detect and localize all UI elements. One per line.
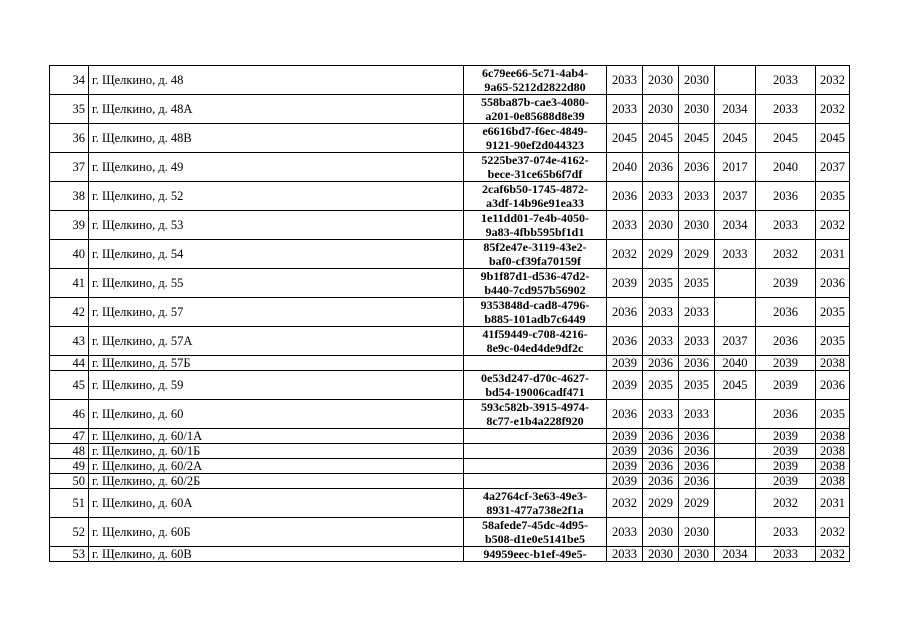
year-cell: 2030 bbox=[643, 518, 679, 547]
year-cell: 2036 bbox=[679, 153, 715, 182]
year-cell: 2038 bbox=[816, 459, 850, 474]
table-row bbox=[50, 444, 850, 459]
year-cell bbox=[715, 459, 756, 474]
year-cell: 2039 bbox=[756, 371, 816, 400]
row-number-cell: 41 bbox=[50, 269, 89, 298]
year-cell bbox=[715, 518, 756, 547]
year-cell: 2035 bbox=[816, 298, 850, 327]
year-cell bbox=[715, 444, 756, 459]
table-row bbox=[50, 429, 850, 444]
year-cell: 2036 bbox=[643, 444, 679, 459]
year-cell: 2037 bbox=[816, 153, 850, 182]
year-cell: 2045 bbox=[679, 124, 715, 153]
guid-line: 593c582b-3915-4974- bbox=[481, 400, 589, 414]
year-cell: 2036 bbox=[679, 356, 715, 371]
year-cell: 2033 bbox=[643, 327, 679, 356]
year-cell: 2033 bbox=[756, 66, 816, 95]
address-cell: г. Щелкино, д. 57Б bbox=[89, 356, 464, 371]
guid-line: b508-d1e0e5141be5 bbox=[485, 532, 585, 546]
year-cell: 2038 bbox=[816, 429, 850, 444]
year-cell: 2036 bbox=[643, 153, 679, 182]
year-cell: 2045 bbox=[756, 124, 816, 153]
year-cell: 2035 bbox=[679, 371, 715, 400]
address-cell: г. Щелкино, д. 60В bbox=[89, 547, 464, 562]
guid-line: a201-0e85688d8e39 bbox=[485, 109, 585, 123]
year-cell: 2035 bbox=[816, 400, 850, 429]
guid-cell bbox=[464, 182, 607, 211]
table-row bbox=[50, 474, 850, 489]
year-cell: 2033 bbox=[679, 298, 715, 327]
guid-cell bbox=[464, 356, 607, 371]
year-cell: 2030 bbox=[679, 547, 715, 562]
year-cell: 2039 bbox=[756, 444, 816, 459]
year-cell: 2036 bbox=[607, 298, 643, 327]
address-cell: г. Щелкино, д. 49 bbox=[89, 153, 464, 182]
address-cell: г. Щелкино, д. 48В bbox=[89, 124, 464, 153]
table-row bbox=[50, 95, 850, 124]
table-row bbox=[50, 66, 850, 95]
year-cell: 2033 bbox=[679, 182, 715, 211]
table-row bbox=[50, 298, 850, 327]
address-cell: г. Щелкино, д. 60 bbox=[89, 400, 464, 429]
year-cell: 2045 bbox=[607, 124, 643, 153]
guid-line: 9121-90ef2d044323 bbox=[486, 138, 584, 152]
year-cell: 2031 bbox=[816, 489, 850, 518]
year-cell: 2036 bbox=[607, 400, 643, 429]
year-cell: 2034 bbox=[715, 547, 756, 562]
address-cell: г. Щелкино, д. 48 bbox=[89, 66, 464, 95]
year-cell: 2029 bbox=[643, 489, 679, 518]
address-cell: г. Щелкино, д. 53 bbox=[89, 211, 464, 240]
year-cell: 2033 bbox=[679, 327, 715, 356]
year-cell: 2030 bbox=[643, 95, 679, 124]
guid-cell bbox=[464, 269, 607, 298]
guid-line: 85f2e47e-3119-43e2- bbox=[483, 240, 587, 254]
guid-line: 5225be37-074e-4162- bbox=[481, 153, 589, 167]
guid-cell bbox=[464, 474, 607, 489]
year-cell: 2029 bbox=[679, 489, 715, 518]
year-cell: 2036 bbox=[756, 400, 816, 429]
year-cell: 2036 bbox=[756, 327, 816, 356]
guid-cell bbox=[464, 429, 607, 444]
guid-cell bbox=[464, 371, 607, 400]
year-cell bbox=[715, 66, 756, 95]
row-number-cell: 53 bbox=[50, 547, 89, 562]
year-cell: 2017 bbox=[715, 153, 756, 182]
year-cell: 2040 bbox=[715, 356, 756, 371]
year-cell: 2033 bbox=[679, 400, 715, 429]
year-cell: 2039 bbox=[607, 371, 643, 400]
year-cell: 2039 bbox=[607, 474, 643, 489]
year-cell: 2031 bbox=[816, 240, 850, 269]
year-cell: 2039 bbox=[607, 429, 643, 444]
guid-cell bbox=[464, 153, 607, 182]
year-cell: 2032 bbox=[607, 240, 643, 269]
year-cell: 2036 bbox=[816, 371, 850, 400]
address-cell: г. Щелкино, д. 57 bbox=[89, 298, 464, 327]
guid-line: 558ba87b-cae3-4080- bbox=[481, 95, 589, 109]
year-cell: 2029 bbox=[643, 240, 679, 269]
guid-cell bbox=[464, 444, 607, 459]
guid-line: b440-7cd957b56902 bbox=[484, 283, 586, 297]
address-cell: г. Щелкино, д. 60/1А bbox=[89, 429, 464, 444]
row-number-cell: 44 bbox=[50, 356, 89, 371]
year-cell bbox=[715, 474, 756, 489]
row-number-cell: 47 bbox=[50, 429, 89, 444]
year-cell: 2036 bbox=[679, 474, 715, 489]
year-cell: 2036 bbox=[756, 182, 816, 211]
guid-cell bbox=[464, 124, 607, 153]
address-cell: г. Щелкино, д. 60/1Б bbox=[89, 444, 464, 459]
year-cell: 2039 bbox=[607, 356, 643, 371]
year-cell: 2036 bbox=[756, 298, 816, 327]
table-row bbox=[50, 489, 850, 518]
guid-cell bbox=[464, 240, 607, 269]
row-number-cell: 37 bbox=[50, 153, 89, 182]
address-cell: г. Щелкино, д. 48А bbox=[89, 95, 464, 124]
guid-line: 58afede7-45dc-4d95- bbox=[482, 518, 588, 532]
year-cell: 2039 bbox=[756, 356, 816, 371]
year-cell: 2036 bbox=[679, 429, 715, 444]
guid-line: e6616bd7-f6ec-4849- bbox=[482, 124, 588, 138]
year-cell: 2035 bbox=[816, 182, 850, 211]
year-cell bbox=[715, 429, 756, 444]
year-cell: 2033 bbox=[607, 66, 643, 95]
guid-cell bbox=[464, 400, 607, 429]
table-row bbox=[50, 153, 850, 182]
year-cell: 2033 bbox=[607, 95, 643, 124]
year-cell: 2033 bbox=[756, 95, 816, 124]
year-cell: 2036 bbox=[607, 182, 643, 211]
year-cell: 2036 bbox=[643, 474, 679, 489]
table-body bbox=[50, 66, 850, 562]
year-cell: 2039 bbox=[607, 459, 643, 474]
year-cell: 2035 bbox=[816, 327, 850, 356]
year-cell: 2030 bbox=[643, 66, 679, 95]
year-cell: 2036 bbox=[679, 459, 715, 474]
guid-line: 9a65-5212d2822d80 bbox=[484, 80, 586, 94]
year-cell: 2045 bbox=[816, 124, 850, 153]
guid-line: baf0-cf39fa70159f bbox=[489, 254, 581, 268]
guid-line: 94959eec-b1ef-49e5- bbox=[483, 547, 587, 561]
year-cell: 2036 bbox=[643, 356, 679, 371]
guid-line: 2caf6b50-1745-4872- bbox=[482, 182, 588, 196]
row-number-cell: 43 bbox=[50, 327, 89, 356]
year-cell: 2032 bbox=[607, 489, 643, 518]
row-number-cell: 48 bbox=[50, 444, 89, 459]
table-row bbox=[50, 211, 850, 240]
row-number-cell: 35 bbox=[50, 95, 89, 124]
address-cell: г. Щелкино, д. 57А bbox=[89, 327, 464, 356]
row-number-cell: 38 bbox=[50, 182, 89, 211]
guid-cell bbox=[464, 518, 607, 547]
year-cell: 2033 bbox=[643, 298, 679, 327]
row-number-cell: 39 bbox=[50, 211, 89, 240]
year-cell: 2038 bbox=[816, 444, 850, 459]
year-cell: 2039 bbox=[607, 269, 643, 298]
address-cell: г. Щелкино, д. 59 bbox=[89, 371, 464, 400]
guid-cell bbox=[464, 66, 607, 95]
year-cell: 2034 bbox=[715, 211, 756, 240]
guid-line: a3df-14b96e91ea33 bbox=[486, 196, 584, 210]
year-cell: 2030 bbox=[679, 95, 715, 124]
year-cell: 2033 bbox=[643, 182, 679, 211]
year-cell: 2039 bbox=[607, 444, 643, 459]
year-cell: 2033 bbox=[607, 547, 643, 562]
guid-line: 4a2764cf-3e63-49e3- bbox=[483, 489, 587, 503]
year-cell: 2039 bbox=[756, 269, 816, 298]
year-cell: 2030 bbox=[679, 66, 715, 95]
year-cell: 2037 bbox=[715, 327, 756, 356]
year-cell bbox=[715, 298, 756, 327]
table-row bbox=[50, 240, 850, 269]
guid-line: 41f59449-c708-4216- bbox=[482, 327, 588, 341]
year-cell: 2033 bbox=[607, 518, 643, 547]
year-cell: 2032 bbox=[756, 240, 816, 269]
table-row bbox=[50, 356, 850, 371]
table-row bbox=[50, 518, 850, 547]
guid-cell bbox=[464, 211, 607, 240]
year-cell: 2038 bbox=[816, 356, 850, 371]
table-row bbox=[50, 182, 850, 211]
year-cell bbox=[715, 489, 756, 518]
year-cell: 2039 bbox=[756, 474, 816, 489]
year-cell: 2033 bbox=[756, 518, 816, 547]
guid-cell bbox=[464, 489, 607, 518]
year-cell: 2045 bbox=[715, 124, 756, 153]
row-number-cell: 34 bbox=[50, 66, 89, 95]
year-cell bbox=[715, 269, 756, 298]
year-cell bbox=[715, 400, 756, 429]
row-number-cell: 36 bbox=[50, 124, 89, 153]
row-number-cell: 46 bbox=[50, 400, 89, 429]
row-number-cell: 49 bbox=[50, 459, 89, 474]
guid-cell bbox=[464, 298, 607, 327]
guid-line: bece-31ce65b6f7df bbox=[487, 167, 583, 181]
table-row bbox=[50, 547, 850, 562]
row-number-cell: 42 bbox=[50, 298, 89, 327]
table-row bbox=[50, 327, 850, 356]
address-cell: г. Щелкино, д. 60/2А bbox=[89, 459, 464, 474]
year-cell: 2036 bbox=[643, 459, 679, 474]
year-cell: 2030 bbox=[679, 518, 715, 547]
guid-line: 9a83-4fbb595bf1d1 bbox=[485, 225, 585, 239]
guid-line: 1e11dd01-7e4b-4050- bbox=[481, 211, 589, 225]
year-cell: 2039 bbox=[756, 459, 816, 474]
table-row bbox=[50, 400, 850, 429]
row-number-cell: 51 bbox=[50, 489, 89, 518]
row-number-cell: 50 bbox=[50, 474, 89, 489]
guid-line: 9353848d-cad8-4796- bbox=[480, 298, 590, 312]
guid-line: 0e53d247-d70c-4627- bbox=[481, 371, 589, 385]
year-cell: 2039 bbox=[756, 429, 816, 444]
guid-cell bbox=[464, 547, 607, 562]
year-cell: 2034 bbox=[715, 95, 756, 124]
year-cell: 2032 bbox=[816, 211, 850, 240]
year-cell: 2035 bbox=[679, 269, 715, 298]
table-row bbox=[50, 459, 850, 474]
year-cell: 2035 bbox=[643, 269, 679, 298]
year-cell: 2036 bbox=[816, 269, 850, 298]
year-cell: 2040 bbox=[607, 153, 643, 182]
year-cell: 2030 bbox=[643, 211, 679, 240]
year-cell: 2032 bbox=[816, 66, 850, 95]
guid-line: 8c77-e1b4a228f920 bbox=[486, 414, 584, 428]
year-cell: 2037 bbox=[715, 182, 756, 211]
table-row bbox=[50, 269, 850, 298]
table-row bbox=[50, 124, 850, 153]
year-cell: 2032 bbox=[816, 547, 850, 562]
year-cell: 2040 bbox=[756, 153, 816, 182]
year-cell: 2033 bbox=[756, 211, 816, 240]
year-cell: 2032 bbox=[816, 518, 850, 547]
year-cell: 2032 bbox=[756, 489, 816, 518]
year-cell: 2035 bbox=[643, 371, 679, 400]
year-cell: 2033 bbox=[643, 400, 679, 429]
address-cell: г. Щелкино, д. 60А bbox=[89, 489, 464, 518]
guid-line: 8e9c-04ed4de9df2c bbox=[486, 341, 584, 355]
year-cell: 2036 bbox=[679, 444, 715, 459]
year-cell: 2030 bbox=[679, 211, 715, 240]
table-row bbox=[50, 371, 850, 400]
guid-line: 9b1f87d1-d536-47d2- bbox=[480, 269, 590, 283]
address-cell: г. Щелкино, д. 55 bbox=[89, 269, 464, 298]
row-number-cell: 45 bbox=[50, 371, 89, 400]
year-cell: 2033 bbox=[715, 240, 756, 269]
year-cell: 2029 bbox=[679, 240, 715, 269]
housing-register-table bbox=[49, 65, 850, 562]
year-cell: 2036 bbox=[643, 429, 679, 444]
year-cell: 2033 bbox=[756, 547, 816, 562]
guid-cell bbox=[464, 459, 607, 474]
year-cell: 2030 bbox=[643, 547, 679, 562]
guid-line: 8931-477a738e2f1a bbox=[486, 503, 584, 517]
address-cell: г. Щелкино, д. 60Б bbox=[89, 518, 464, 547]
row-number-cell: 52 bbox=[50, 518, 89, 547]
address-cell: г. Щелкино, д. 54 bbox=[89, 240, 464, 269]
year-cell: 2045 bbox=[643, 124, 679, 153]
address-cell: г. Щелкино, д. 52 bbox=[89, 182, 464, 211]
year-cell: 2032 bbox=[816, 95, 850, 124]
row-number-cell: 40 bbox=[50, 240, 89, 269]
guid-line: bd54-19006cadf471 bbox=[485, 385, 585, 399]
guid-line: b885-101adb7c6449 bbox=[484, 312, 586, 326]
guid-cell bbox=[464, 327, 607, 356]
address-cell: г. Щелкино, д. 60/2Б bbox=[89, 474, 464, 489]
year-cell: 2033 bbox=[607, 211, 643, 240]
guid-cell bbox=[464, 95, 607, 124]
year-cell: 2038 bbox=[816, 474, 850, 489]
guid-line: 6c79ee66-5c71-4ab4- bbox=[482, 66, 588, 80]
year-cell: 2036 bbox=[607, 327, 643, 356]
year-cell: 2045 bbox=[715, 371, 756, 400]
